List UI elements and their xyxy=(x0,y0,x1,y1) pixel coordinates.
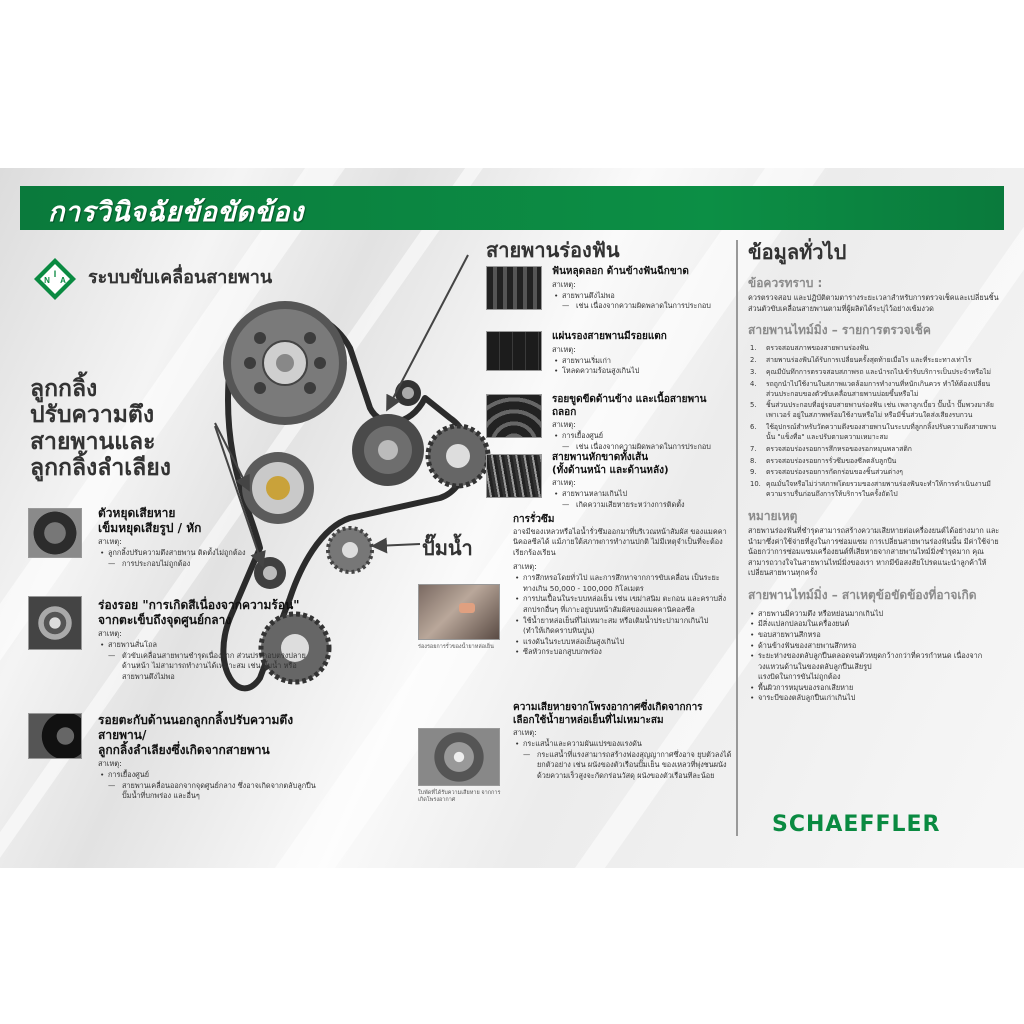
cause-label: สาเหตุ: xyxy=(98,537,122,546)
impeller-photo-caption: ใบพัดที่ได้รับความเสียหาย จากการเกิดโพรงอากาศ xyxy=(418,790,501,804)
checklist-item xyxy=(748,423,1000,443)
checklist-number: 8. xyxy=(750,456,757,465)
checklist-text: ใช้อุปกรณ์สำหรับวัดความตึงของสายพานในระบบที่ลูกกลิ้งปรับความตึงสายพานนั้น "แข็งทื่อ" และปรับตามความเหมาะสม xyxy=(766,423,997,441)
fault-bullet: • พื้นผิวการหมุนของรอกเสียหาย xyxy=(748,683,1000,694)
belt-item-title: แผ่นรองสายพานมีรอยแตก xyxy=(552,331,667,342)
cause-bullet: • ซีลหัวกระบอกสูบบกพร่อง xyxy=(513,647,728,658)
checklist-text: ตรวจสอบร่องรอยการรั่วซึมของซีลตลับลูกปืน xyxy=(766,456,897,465)
left-item-3 xyxy=(98,713,323,802)
checklist-title: สายพานไทม์มิ่ง – รายการตรวจเช็ค xyxy=(748,323,931,338)
leak-section xyxy=(513,514,728,658)
checklist-item xyxy=(748,401,1000,421)
cause-bullet: • ลูกกลิ้งปรับความตึงสายพาน ติดตั้งไม่ถูกต้อง xyxy=(98,548,298,559)
checklist-item xyxy=(748,457,1000,467)
checklist-text: ตรวจสอบร่องรอยการกัดกร่อนของชิ้นส่วนต่างๆ xyxy=(766,468,903,477)
fault-bullet: • ด้านข้างฟันของสายพานสึกหรอ xyxy=(748,641,1000,652)
leak-intro: อาจมีของเหลวหรือไอน้ำรั่วซึมออกมาที่บริเวณหน้าสัมผัส ของแมคคานิคอลซีลได้ แม้ภายใต้สภาพการทำงานปกติ ไม่มีเหตุจำเป็นที่จะต้องเรียกร้องเรียน xyxy=(513,526,727,557)
left-heading-line: ปรับความตึง xyxy=(30,402,155,429)
checklist-number: 4. xyxy=(750,379,757,388)
arrow-to-belt-icon xyxy=(388,255,468,408)
svg-text:N: N xyxy=(44,276,50,285)
leak-photo-caption: ร่องรอยการรั่วของน้ำยาหล่อเย็น xyxy=(418,644,494,650)
leak-photo xyxy=(418,584,500,640)
cause-detail: — ตัวขับเคลื่อนสายพานชำรุดเนื่องจาก ส่วนประกอบตรงปลายด้านหน้า ไม่สามารถทำงานได้เหมาะสม เช่น ปั๊มน้ำ หรือสายพานตึงไม่พอ xyxy=(98,651,313,683)
fault-bullet: • ระยะห่างของตลับลูกปืนตลอดจนตัวหยุดกว้างกว่าที่ควรกำหนด เนื่องจากวงแหวนด้านในของตลับลูกปืนเสียรูป xyxy=(748,651,1000,672)
fault-bullet: • มีสิ่งแปลกปลอมในเครื่องยนต์ xyxy=(748,619,1000,630)
checklist-text: ตรวจสอบสภาพของสายพานร่องฟัน xyxy=(766,344,869,353)
left-item-title: รอยตะกับด้านนอกลูกกลิ้งปรับความตึงสายพาน/ xyxy=(98,713,294,742)
impeller-photo xyxy=(418,728,500,786)
belt-item-1 xyxy=(552,266,722,312)
bearing-photo xyxy=(28,596,82,650)
left-heading-line: ลูกกลิ้งลำเลียง xyxy=(30,455,171,482)
belt-crack-photo xyxy=(486,331,542,371)
cause-label: สาเหตุ: xyxy=(98,629,122,638)
cause-bullet: • สายพานสั่นโถล xyxy=(98,640,313,651)
left-item-1 xyxy=(98,506,298,569)
remark-title: หมายเหตุ xyxy=(748,508,798,523)
belt-item-3 xyxy=(552,394,722,452)
belt-drive-label: ระบบขับเคลื่อนสายพาน xyxy=(88,267,273,288)
corrosion-title: ความเสียหายจากโพรงอากาศซึ่งเกิดจากการ xyxy=(513,702,703,713)
cause-detail: — เกิดความเสียหายระหว่างการติดตั้ง xyxy=(552,500,722,511)
schaeffler-logo: SCHAEFFLER xyxy=(772,812,941,837)
cause-bullet: • สายพานเริ่มเก่า xyxy=(552,356,722,367)
fault-bullet: • สายพานมีความตึง หรือหย่อนมากเกินไป xyxy=(748,609,1000,620)
checklist-item xyxy=(748,344,1000,354)
belt-item-4 xyxy=(552,452,722,510)
cause-bullet: • สายพานตึงไม่พอ xyxy=(552,291,722,302)
left-item-title: ร่องรอย "การเกิดสีเนื่องจากความร้อน" xyxy=(98,598,300,612)
checklist-item xyxy=(748,480,1000,500)
belt-scratch-photo xyxy=(486,394,542,438)
fault-detail: แรงบิดในการขันไม่ถูกต้อง xyxy=(758,672,841,682)
checklist-text: ชิ้นส่วนประกอบที่อยู่รอบสายพานร่องฟัน เช่น เพลาลูกเบี้ยว ปั๊มน้ำ ปั๊มพวงมาลัยเพาเวอร์ อยู่ในสภาพพร้อมใช้งานหรือไม่ หรือมีชิ้นส่วนใดส่งเสียงรบกวน xyxy=(766,401,994,420)
fault-bullet: • จาระบีของตลับลูกปืนเก่าเกินไป xyxy=(748,693,1000,704)
checklist-number: 2. xyxy=(750,356,757,364)
arrow-to-pump-icon xyxy=(375,544,420,546)
cause-label: สาเหตุ: xyxy=(552,344,576,354)
belt-broken-photo xyxy=(486,454,542,498)
cause-bullet: • การสึกหรอโดยทั่วไป และการสึกหาจากการขับเคลื่อน เป็นระยะทางเกิน 50,000 - 100,000 กิโลเมตร xyxy=(513,573,728,594)
belt-item-title: (ทั้งด้านหน้า และด้านหลัง) xyxy=(552,464,669,476)
left-item-2 xyxy=(98,598,313,682)
left-item-title: เข็มหยุดเสียรูป / หัก xyxy=(98,521,202,535)
column-divider xyxy=(736,240,738,836)
cause-detail: — กระแสน้ำที่แรงสามารถสร้างฟองสุญญากาศซึ่งอาจ ยุบตัวลงได้ ยกตัวอย่าง เช่น ผนังของตัวเรือนปั๊มเย็น ของเหลวที่พุ่งชนผนังด้วยความเร็วสูงจะกัดกร่อนวัสดุ ผนังของตัวเรือนทีละน้อย xyxy=(513,750,738,782)
leak-title: การรั่วซึม xyxy=(513,514,555,525)
belt-item-title: สายพานหักขาดทั้งเส้น xyxy=(552,452,649,463)
cause-bullet: • การเยื้องศูนย์ xyxy=(98,770,323,781)
cause-bullet: • การเยื้องศูนย์ xyxy=(552,431,722,442)
checklist-text: ตรวจสอบร่องรอยการสึกหรอของรอกหมุนพลาสติก xyxy=(766,444,912,453)
fault-bullet: • ขอบสายพานสึกหรอ xyxy=(748,630,1000,641)
svg-text:I: I xyxy=(53,269,57,279)
cause-bullet: • ใช้น้ำยาหล่อเย็นที่ไม่เหมาะสม หรือเติมน้ำประปามากเกินไป (ทำให้เกิดคราบหินปูน) xyxy=(513,616,728,637)
faults-list xyxy=(748,609,1000,704)
cause-bullet: • โหลดความร้อนสูงเกินไป xyxy=(552,366,722,377)
cause-label: สาเหตุ: xyxy=(513,728,537,737)
cause-bullet: • สายพานหลามเกินไป xyxy=(552,489,722,500)
checklist-number: 10. xyxy=(750,480,761,489)
checklist-number: 5. xyxy=(750,401,757,410)
checklist-number: 7. xyxy=(750,444,757,453)
checklist-text: คุณมีบันทึกการตรวจสอบสภาพรถ และนำรถไปเข้ารับบริการเป็นประจำหรือไม่ xyxy=(766,367,992,376)
cause-label: สาเหตุ: xyxy=(98,759,122,768)
note-title: ข้อควรทราบ : xyxy=(748,276,823,290)
right-column xyxy=(748,236,1000,704)
left-item-title: ตัวหยุดเสียหาย xyxy=(98,506,176,520)
belt-item-title: รอยขูดขีดด้านข้าง และเนื้อสายพานถลอก xyxy=(552,394,707,418)
general-info-heading: ข้อมูลทั่วไป xyxy=(748,240,847,264)
poster xyxy=(0,168,1024,868)
arrow-to-tensioner-icon xyxy=(215,423,248,488)
svg-text:A: A xyxy=(60,276,66,285)
belt-heading: สายพานร่องฟัน xyxy=(486,238,620,262)
belt-teeth-photo xyxy=(486,266,542,310)
corrosion-title: เลือกใช้น้ำยาหล่อเย็นที่ไม่เหมาะสม xyxy=(513,714,664,726)
left-heading-line: สายพานและ xyxy=(30,428,156,455)
belt-item-title: ฟันหลุดลอก ด้านข้างฟันฉีกขาด xyxy=(552,266,689,277)
checklist xyxy=(748,344,1000,500)
cause-label: สาเหตุ: xyxy=(552,478,576,487)
tensioner-photo xyxy=(28,508,82,558)
cause-label: สาเหตุ: xyxy=(552,420,576,429)
corrosion-section xyxy=(513,702,738,781)
cause-detail: — การประกอบไม่ถูกต้อง xyxy=(98,559,298,570)
checklist-item xyxy=(748,368,1000,378)
belt-item-2 xyxy=(552,331,722,377)
checklist-number: 1. xyxy=(750,344,757,353)
checklist-item xyxy=(748,468,1000,478)
cause-detail: — เช่น เนื่องจากความผิดพลาดในการประกอบ xyxy=(552,301,722,312)
checklist-number: 3. xyxy=(750,367,757,376)
left-item-title: จากตะเข็บถึงจุดศูนย์กลาง xyxy=(98,613,232,627)
cause-bullet: • กระแสน้ำและความผันแปรของแรงดัน xyxy=(513,739,738,750)
checklist-text: สายพานร่องฟันได้รับการเปลี่ยนครั้งสุดท้ายเมื่อไร และที่ระยะทางเท่าไร xyxy=(766,356,972,364)
left-heading-line: ลูกกลิ้ง xyxy=(30,376,98,402)
water-pump-label: ปั๊มน้ำ xyxy=(422,536,473,560)
checklist-item xyxy=(748,445,1000,455)
cause-label: สาเหตุ: xyxy=(552,279,576,289)
remark-text: สายพานร่องฟันที่ชำรุดสามารถสร้างความเสียหายต่อเครื่องยนต์ได้อย่างมาก และนำมาซึ่งค่าใช้จ่ายที่สูงในการซ่อมแซม การเปลี่ยนสายพานร่องฟันนั้น มีค่าใช้จ่ายน้อยกว่าการซ่อมแซมเครื่องยนต์ที่เสียหายจากสายพานไทม์มิ่งชำรุดมาก คุณสามารถวางใจในสายพานไทม์มิ่งของเรา หากมีข้อสงสัยโปรดแนะนำลูกค้าให้เปลี่ยนสายพานทุกครั้ง xyxy=(748,525,1000,578)
checklist-text: คุณมั่นใจหรือไม่ว่าสภาพโดยรวมของสายพานร่องฟันจะทำให้การดำเนินงานมีความราบรื่นก่อนถึงการให้บริการในครั้งถัดไป xyxy=(766,480,991,499)
cause-bullet: • การปนเปื้อนในระบบหล่อเย็น เช่น เขม่าสนิม ตะกอน และคราบสิ่งสกปรกอื่นๆ ที่เกาะอยู่บนหน้าสัมผัสของแมคคานิคอลซีล xyxy=(513,594,728,615)
cause-label: สาเหตุ: xyxy=(513,562,537,572)
checklist-item xyxy=(748,356,1000,366)
checklist-item xyxy=(748,380,1000,400)
cause-bullet: • แรงดันในระบบหล่อเย็นสูงเกินไป xyxy=(513,637,728,648)
left-item-title: ลูกกลิ้งลำเลียงซึ่งเกิดจากสายพาน xyxy=(98,743,270,757)
checklist-number: 6. xyxy=(750,423,757,432)
cause-detail: — เช่น เนื่องจากความผิดพลาดในการประกอบ xyxy=(552,442,722,453)
checklist-number: 9. xyxy=(750,468,757,477)
checklist-text: รถถูกนำไปใช้งานในสภาพแวดล้อมการทำงานที่หนักเกินควร ทำให้ต้องเปลี่ยนส่วนประกอบของตัวขับเคลื่อนสายพานบ่อยขึ้นหรือไม่ xyxy=(766,379,991,398)
page-title: การวินิจฉัยข้อขัดข้อง xyxy=(48,197,304,228)
faults-title: สายพานไทม์มิ่ง – สาเหตุข้อขัดข้องที่อาจเกิด xyxy=(748,587,977,602)
roller-photo xyxy=(28,713,82,759)
cause-detail: — สายพานเคลื่อนออกจากจุดศูนย์กลาง ซึ่งอาจเกิดจากตลับลูกปืนปั๊มน้ำที่บกพร่อง และอื่นๆ xyxy=(98,781,323,802)
note-text: ควรตรวจสอบ และปฏิบัติตามตารางระยะเวลาสำหรับการตรวจเช็คและเปลี่ยนชิ้นส่วนตัวขับเคลื่อนสายพานตามที่ผู้ผลิตได้ระบุไว้อย่างเข้มงวด xyxy=(748,293,999,313)
